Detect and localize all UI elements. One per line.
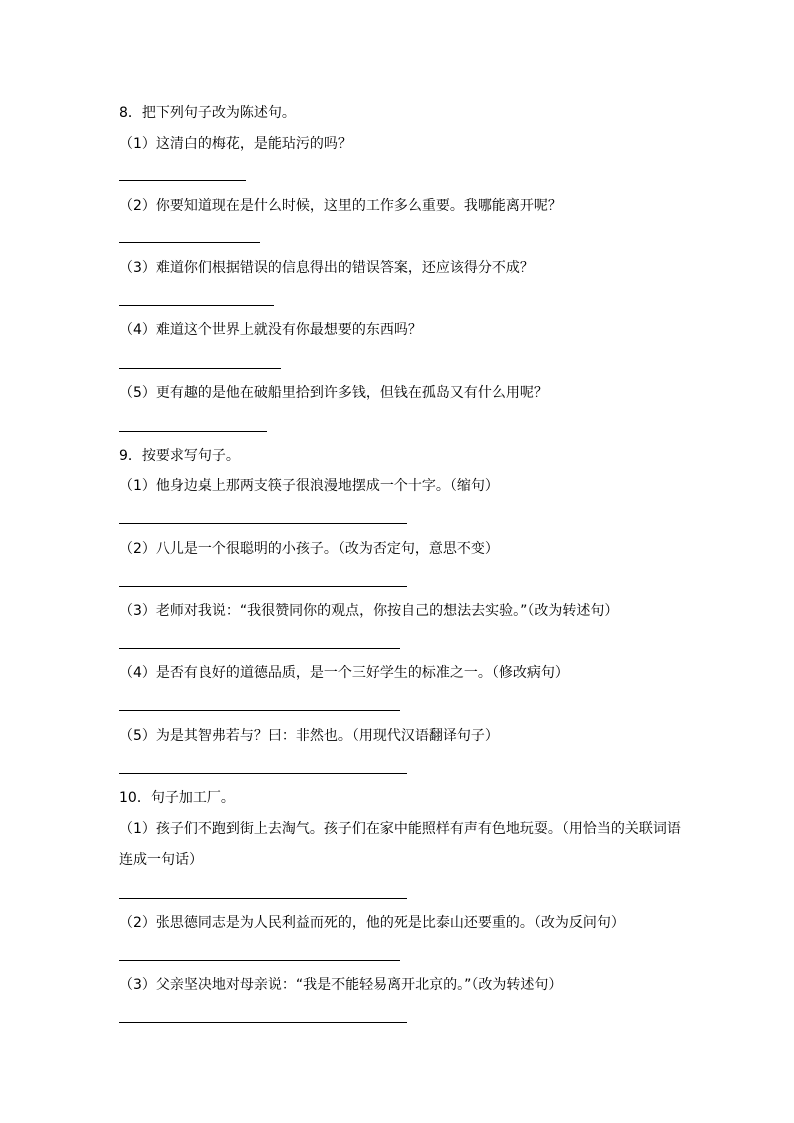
q9-answer-line-1[interactable]: [119, 523, 407, 524]
q8-answer-line-5[interactable]: [119, 431, 267, 432]
q8-item-5: （5）更有趣的是他在破船里拾到许多钱，但钱在孤岛又有什么用呢？: [119, 385, 548, 401]
q9-item-5: （5）为是其智弗若与？曰：非然也。（用现代汉语翻译句子）: [119, 728, 499, 744]
q8-title: 8．把下列句子改为陈述句。: [119, 105, 296, 121]
q8-item-2: （2）你要知道现在是什么时候，这里的工作多么重要。我哪能离开呢？: [119, 198, 562, 214]
q9-answer-line-3[interactable]: [119, 648, 400, 649]
q9-title: 9．按要求写句子。: [119, 448, 240, 464]
q9-answer-line-2[interactable]: [119, 586, 407, 587]
q8-item-1: （1）这清白的梅花，是能玷污的吗？: [119, 136, 352, 152]
q10-answer-line-3[interactable]: [119, 1022, 407, 1023]
q9-answer-line-5[interactable]: [119, 773, 407, 774]
q10-title: 10．句子加工厂。: [119, 790, 235, 806]
q8-answer-line-4[interactable]: [119, 368, 281, 369]
q10-answer-line-1[interactable]: [119, 898, 407, 899]
q10-item-2: （2）张思德同志是为人民利益而死的，他的死是比泰山还要重的。（改为反问句）: [119, 915, 625, 931]
q8-answer-line-1[interactable]: [119, 180, 246, 181]
q10-item-1-line-1: （1）孩子们不跑到街上去淘气。孩子们在家中能照样有声有色地玩耍。（用恰当的关联词语: [119, 821, 681, 837]
q8-item-4: （4）难道这个世界上就没有你最想要的东西吗？: [119, 322, 422, 338]
q9-item-1: （1）他身边桌上那两支筷子很浪漫地摆成一个十字。（缩句）: [119, 478, 499, 494]
q10-item-3: （3）父亲坚决地对母亲说：“我是不能轻易离开北京的。”（改为转述句）: [119, 977, 563, 993]
q10-answer-line-2[interactable]: [119, 960, 400, 961]
q10-item-1-line-2: 连成一句话）: [119, 852, 203, 868]
q9-item-2: （2）八儿是一个很聪明的小孩子。（改为否定句，意思不变）: [119, 541, 499, 557]
q9-answer-line-4[interactable]: [119, 710, 400, 711]
q8-item-3: （3）难道你们根据错误的信息得出的错误答案，还应该得分不成？: [119, 260, 534, 276]
q8-answer-line-3[interactable]: [119, 305, 274, 306]
q8-answer-line-2[interactable]: [119, 242, 260, 243]
q9-item-3: （3）老师对我说：“我很赞同你的观点，你按自己的想法去实验。”（改为转述句）: [119, 603, 619, 619]
q9-item-4: （4）是否有良好的道德品质，是一个三好学生的标准之一。（修改病句）: [119, 665, 569, 681]
